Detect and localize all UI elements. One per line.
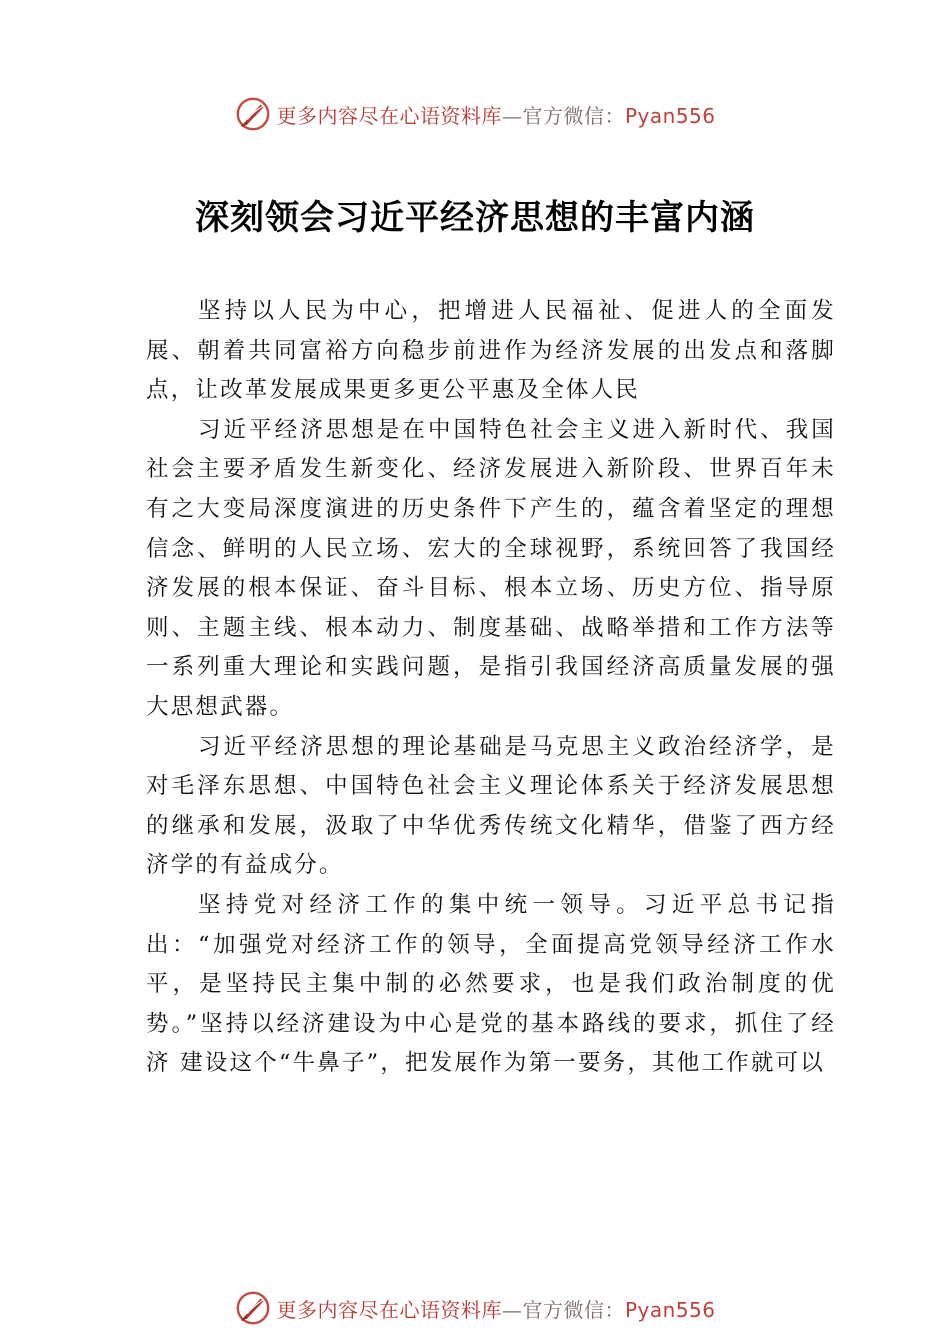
header-banner-text: 更多内容尽在心语资料库—官方微信：Pyan556: [276, 103, 716, 128]
paragraph-2: 习近平经济思想是在中国特色社会主义进入新时代、我国社会主要矛盾发生新变化、经济发展进入新阶段、世界百年未有之大变局深度演进的历史条件下产生的，蕴含着坚定的理想信念、鲜明的人民立场、宏大的全球视野，系统回答了我国经济发展的根本保证、奋斗目标、根本立场、历史方位、指导原则、主题主线、根本动力、制度基础、战略举措和工作方法等一系列重大理论和实践问题，是指引我国经济高质量发展的强大思想武器。: [146, 416, 836, 720]
paragraph-1: 坚持以人民为中心，把增进人民福祉、促进人的全面发展、朝着共同富裕方向稳步前进作为经济发展的出发点和落脚点，让改革发展成果更多更公平惠及全体人民: [146, 298, 836, 404]
wechat-id: Pyan556: [624, 103, 716, 128]
wechat-id: Pyan556: [624, 1297, 716, 1322]
footer-watermark-banner: [0, 1286, 950, 1330]
quill-logo-icon: [234, 95, 272, 133]
quill-logo-icon: [234, 1289, 272, 1327]
document-body: [146, 292, 836, 1084]
paragraph-3: 习近平经济思想的理论基础是马克思主义政治经济学，是对毛泽东思想、中国特色社会主义理论体系关于经济发展思想的继承和发展，汲取了中华优秀传统文化精华，借鉴了西方经济学的有益成分。: [146, 733, 836, 879]
footer-banner-text: 更多内容尽在心语资料库—官方微信：Pyan556: [276, 1297, 716, 1322]
document-title: 深刻领会习近平经济思想的丰富内涵: [195, 198, 755, 238]
header-watermark-banner: [0, 92, 950, 136]
paragraph-4: 坚持党对经济工作的集中统一领导。习近平总书记指出：“加强党对经济工作的领导，全面提高党领导经济工作水平，是坚持民主集中制的必然要求，也是我们政治制度的优势。”坚持以经济建设为中心是党的基本路线的要求，抓住了经济 建设这个“牛鼻子”，把发展作为第一要务，其他工作就可以: [146, 891, 836, 1077]
